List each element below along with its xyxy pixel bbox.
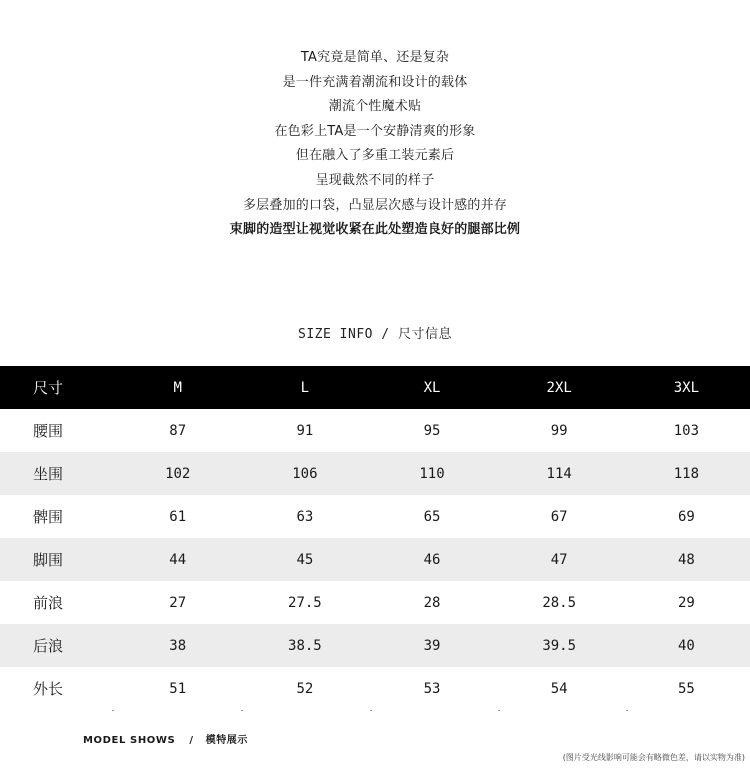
row-label: 后浪 bbox=[33, 637, 64, 655]
model-shows-cn: 模特展示 bbox=[205, 735, 249, 746]
table-cell: 110 bbox=[419, 465, 445, 482]
intro-text-block bbox=[0, 46, 750, 243]
table-cell: 44 bbox=[169, 551, 187, 568]
intro-line: 潮流个性魔术贴 bbox=[328, 99, 422, 115]
table-cell: 99 bbox=[550, 422, 568, 439]
row-label: 髀围 bbox=[33, 508, 64, 526]
table-cell: 114 bbox=[546, 465, 572, 482]
table-cell: 54 bbox=[550, 680, 568, 697]
table-cell: 65 bbox=[423, 508, 441, 525]
size-table-header-row bbox=[0, 366, 750, 409]
table-cell: 51 bbox=[169, 680, 187, 697]
table-cell: 40 bbox=[677, 637, 695, 654]
intro-line: 呈现截然不同的样子 bbox=[315, 172, 435, 188]
intro-line: TA究竟是简单、还是复杂 bbox=[300, 50, 450, 65]
table-cell: 69 bbox=[677, 508, 695, 525]
table-row bbox=[0, 495, 750, 538]
table-cell: 55 bbox=[677, 680, 695, 697]
table-cell: 38 bbox=[169, 637, 187, 654]
table-row bbox=[0, 581, 750, 624]
intro-line: 但在融入了多重工装元素后 bbox=[295, 148, 455, 164]
row-label: 外长 bbox=[33, 680, 64, 698]
table-cell: 61 bbox=[169, 508, 187, 525]
intro-line: 在色彩上TA是一个安静清爽的形象 bbox=[274, 123, 476, 139]
header-cell-3xl: 3XL bbox=[673, 379, 700, 396]
size-info-heading: SIZE INFO / 尺寸信息 bbox=[298, 327, 452, 342]
table-cell: 91 bbox=[296, 422, 314, 439]
table-cell: 48 bbox=[677, 551, 695, 568]
table-cell: 102 bbox=[165, 465, 191, 482]
table-cell: 27 bbox=[169, 594, 187, 611]
table-cell: 28.5 bbox=[542, 594, 577, 611]
intro-line: 多层叠加的口袋，凸显层次感与设计感的并存 bbox=[242, 197, 507, 213]
model-shows-en: MODEL SHOWS bbox=[83, 735, 176, 746]
table-cell: 118 bbox=[673, 465, 700, 482]
color-disclaimer: (图片受光线影响可能会有略微色差，请以实物为准) bbox=[562, 753, 745, 762]
table-cell: 103 bbox=[673, 422, 700, 439]
table-cell: 63 bbox=[296, 508, 314, 525]
table-cell: 46 bbox=[423, 551, 441, 568]
header-cell-xl: XL bbox=[423, 379, 441, 396]
table-row bbox=[0, 667, 750, 710]
row-label: 脚围 bbox=[33, 551, 64, 569]
table-cell: 67 bbox=[550, 508, 568, 525]
size-table bbox=[0, 366, 750, 710]
table-row bbox=[0, 452, 750, 495]
table-cell: 106 bbox=[292, 465, 318, 482]
table-cell: 39.5 bbox=[542, 637, 577, 654]
header-cell-m: M bbox=[173, 379, 182, 396]
table-cell: 39 bbox=[423, 637, 441, 654]
row-label: 腰围 bbox=[33, 422, 64, 440]
table-cell: 47 bbox=[550, 551, 568, 568]
table-cell: 87 bbox=[169, 422, 187, 439]
table-row bbox=[0, 624, 750, 667]
table-cell: 53 bbox=[423, 680, 441, 697]
table-row bbox=[0, 538, 750, 581]
table-cell: 38.5 bbox=[288, 637, 322, 654]
row-label: 坐围 bbox=[33, 465, 64, 483]
header-cell-2xl: 2XL bbox=[546, 379, 572, 396]
header-cell-l: L bbox=[300, 379, 310, 396]
table-cell: 28 bbox=[423, 594, 441, 611]
intro-line: 是一件充满着潮流和设计的载体 bbox=[282, 74, 468, 90]
table-cell: 52 bbox=[296, 680, 314, 697]
header-cell-size: 尺寸 bbox=[33, 379, 64, 397]
model-shows-separator: / bbox=[189, 735, 194, 746]
table-cell: 27.5 bbox=[288, 594, 322, 611]
row-label: 前浪 bbox=[33, 594, 64, 612]
model-shows-heading bbox=[83, 731, 248, 746]
table-cell: 95 bbox=[423, 422, 441, 439]
table-cell: 29 bbox=[677, 594, 695, 611]
table-row bbox=[0, 409, 750, 452]
intro-line: 束脚的造型让视觉收紧在此处塑造良好的腿部比例 bbox=[229, 222, 521, 238]
table-cell: 45 bbox=[296, 551, 314, 568]
